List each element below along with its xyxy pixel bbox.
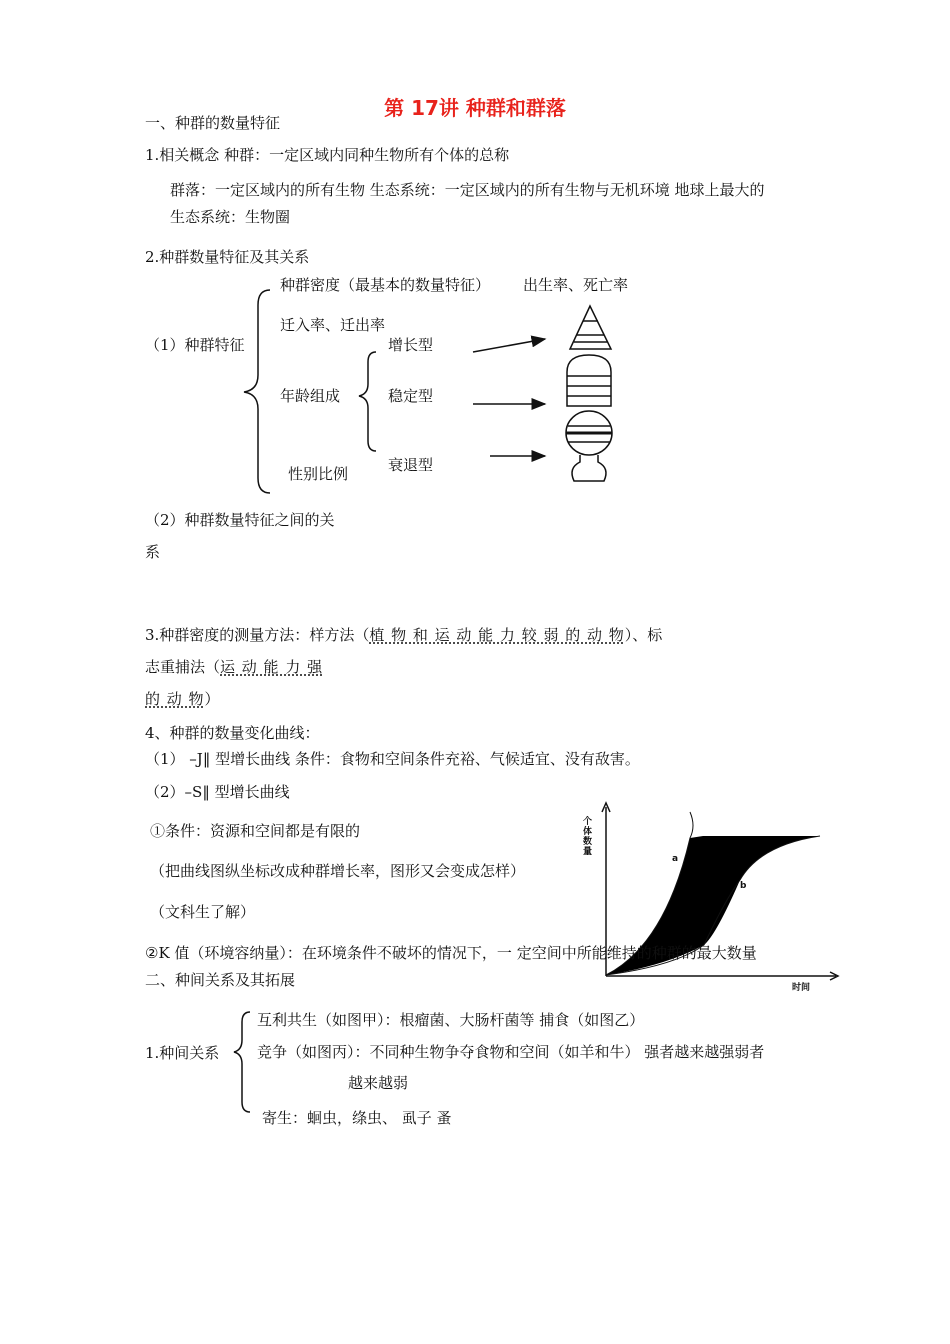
section2-heading: 二、种间关系及其拓展	[145, 971, 296, 989]
birth-death-label: 出生率、死亡率	[523, 276, 629, 294]
mutualism-text: 互利共生（如图甲）：根瘤菌、大肠杆菌等 捕食（如图乙）	[257, 1011, 645, 1029]
stable-type-label: 稳定型	[388, 387, 434, 405]
j-curve-text: （1） –J‖ 型增长曲线 条件：食物和空间条件充裕、气候适宜、没有敌害。	[145, 750, 640, 768]
competition-line2: 越来越弱	[348, 1074, 409, 1092]
measure-line3: 的 动 物）	[145, 690, 220, 708]
age-structure-label: 年龄组成	[280, 387, 341, 405]
series-label-a: a	[672, 854, 679, 864]
relation-brace	[234, 1012, 250, 1112]
decline-type-label: 衰退型	[388, 456, 434, 474]
chart-ylabel: 个体数量	[583, 817, 593, 857]
chart-xlabel: 时间	[792, 983, 811, 993]
relation-root-label: 1.种间关系	[145, 1044, 220, 1062]
s-question: （把曲线图纵坐标改成种群增长率，图形又会变成怎样）	[150, 862, 526, 880]
concepts-line3: 生态系统：生物圈	[170, 208, 291, 226]
density-label: 种群密度（最基本的数量特征）	[280, 276, 491, 294]
migration-label: 迁入率、迁出率	[280, 316, 386, 334]
features-heading: 2.种群数量特征及其关系	[145, 248, 310, 266]
measure-line2: 志重捕法（运 动 能 力 强	[145, 658, 324, 676]
k-value-text: ②K 值（环境容纳量）：在环境条件不破坏的情况下，一 定空间中所能维持的种群的最大数量	[145, 944, 757, 962]
section1-heading: 一、种群的数量特征	[145, 114, 281, 132]
concepts-line1: 1.相关概念 种群：一定区域内同种生物所有个体的总称	[145, 146, 510, 164]
competition-line1: 竞争（如图丙）：不同种生物争夺食物和空间（如羊和牛） 强者越来越强弱者	[257, 1043, 765, 1061]
sex-ratio-label: 性别比例	[288, 465, 349, 483]
growth-type-label: 增长型	[388, 336, 434, 354]
concepts-line2: 群落：一定区域内的所有生物 生态系统：一定区域内的所有生物与无机环境 地球上最大的	[170, 181, 765, 199]
population-features-label: （1）种群特征	[145, 336, 245, 354]
curve-heading: 4、种群的数量变化曲线：	[145, 724, 320, 742]
s-note: （文科生了解）	[150, 903, 256, 921]
relation-line1: （2）种群数量特征之间的关	[145, 511, 335, 529]
s-condition: ①条件：资源和空间都是有限的	[150, 822, 361, 840]
page-title: 第 17讲 种群和群落	[384, 96, 566, 120]
measure-line1: 3.种群密度的测量方法：样方法（植 物 和 运 动 能 力 较 弱 的 动 物）、标	[145, 626, 663, 644]
s-curve-text: （2）–S‖ 型增长曲线	[145, 783, 290, 801]
relation-line2: 系	[145, 543, 161, 561]
parasitism-text: 寄生：蛔虫，绦虫、 虱子 蚤	[262, 1109, 452, 1127]
series-label-b: b	[740, 881, 747, 891]
